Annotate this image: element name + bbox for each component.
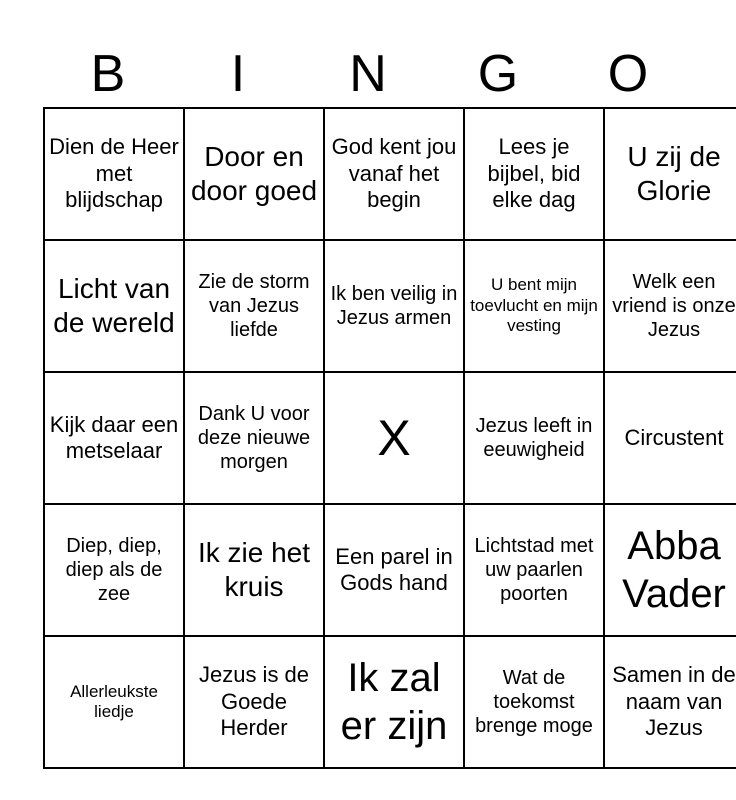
bingo-cell[interactable]: Licht van de wereld [44,240,184,372]
bingo-row [44,372,736,504]
bingo-cell[interactable]: Welk een vriend is onze Jezus [604,240,736,372]
header-letter-i: I [230,45,246,103]
bingo-cell[interactable]: Ik zie het kruis [184,504,324,636]
bingo-row [44,636,736,768]
bingo-cell[interactable]: Lichtstad met uw paarlen poorten [464,504,604,636]
header-letter-o: O [607,45,649,103]
bingo-cell[interactable]: Wat de toekomst brenge moge [464,636,604,768]
bingo-cell[interactable]: Diep, diep, diep als de zee [44,504,184,636]
bingo-cell[interactable]: Dien de Heer met blijdschap [44,108,184,240]
bingo-header [43,40,693,108]
header-letter-g: G [477,45,519,103]
bingo-cell[interactable]: Zie de storm van Jezus liefde [184,240,324,372]
bingo-cell[interactable]: Door en door goed [184,108,324,240]
bingo-cell[interactable]: Allerleukste liedje [44,636,184,768]
bingo-cell[interactable]: Abba Vader [604,504,736,636]
bingo-cell[interactable]: Ik ben veilig in Jezus armen [324,240,464,372]
bingo-cell[interactable]: U bent mijn toevlucht en mijn vesting [464,240,604,372]
bingo-row [44,504,736,636]
bingo-cell[interactable]: Jezus is de Goede Herder [184,636,324,768]
bingo-cell[interactable]: Kijk daar een metselaar [44,372,184,504]
free-space-cell[interactable]: X [324,372,464,504]
bingo-cell[interactable]: Een parel in Gods hand [324,504,464,636]
bingo-row [44,108,736,240]
header-letter-n: N [349,45,387,103]
bingo-row [44,240,736,372]
bingo-cell[interactable]: U zij de Glorie [604,108,736,240]
bingo-cell[interactable]: Dank U voor deze nieuwe morgen [184,372,324,504]
bingo-cell[interactable]: Jezus leeft in eeuwigheid [464,372,604,504]
bingo-cell[interactable]: God kent jou vanaf het begin [324,108,464,240]
bingo-cell[interactable]: Ik zal er zijn [324,636,464,768]
header-letter-b: B [90,45,126,103]
bingo-cell[interactable]: Lees je bijbel, bid elke dag [464,108,604,240]
bingo-cell[interactable]: Circustent [604,372,736,504]
bingo-card [43,107,736,769]
bingo-cell[interactable]: Samen in de naam van Jezus [604,636,736,768]
